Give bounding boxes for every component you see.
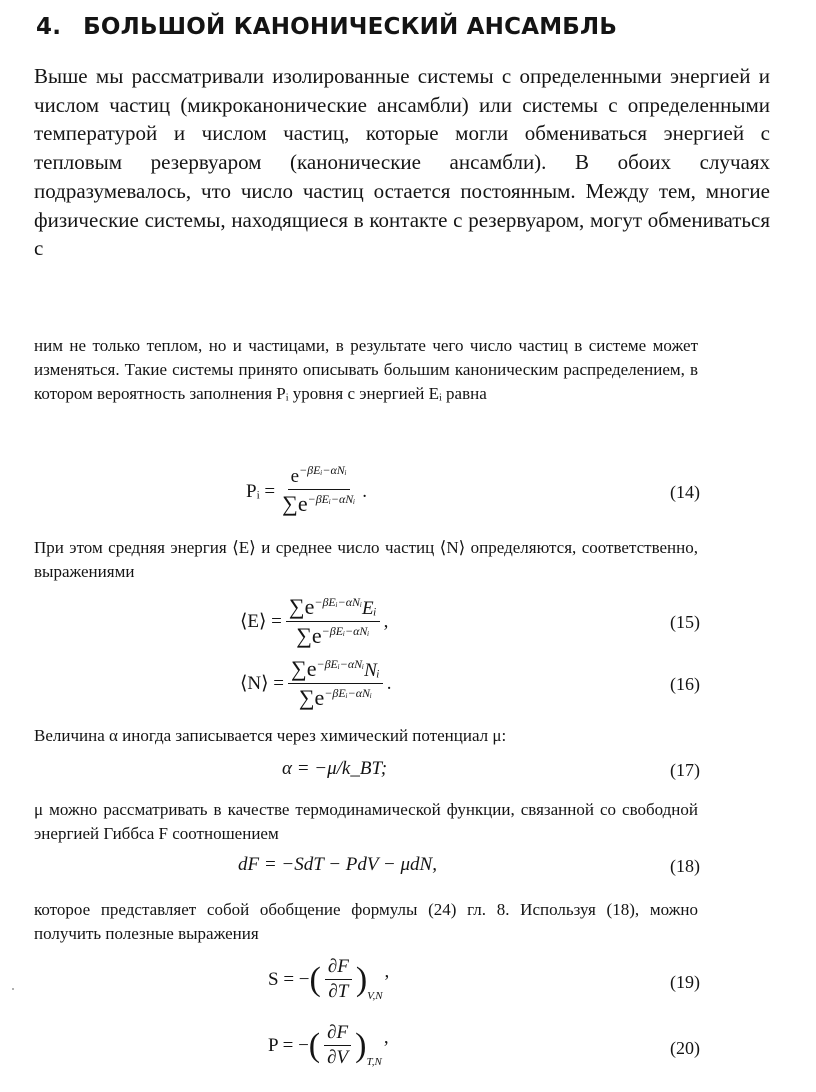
eq18-label: (18) [670,856,700,876]
eq15-numerator-tail: Eᵢ [361,598,377,619]
paragraph-alpha: Величина α иногда записывается через химический потенциал μ: [34,726,507,745]
eq15-tail: , [383,610,389,632]
eq20-tail: , [383,1026,389,1048]
equation-17 [0,758,700,788]
equation-20: P = − ( $\frac{\partial F}{\partial V}$ ) T,N , (20) [268,1022,700,1068]
eq20-lhs: P = − [268,1034,309,1056]
eq15-denominator: ∑e [296,623,322,648]
paragraph-grand-canonical: ним не только теплом, но и частицами, в результате чего число частиц в системе может изменяться. Такие системы принято описывать большим каноническим распределением, в котором вероятность заполнения Pᵢ уровня с энергией Eᵢ равна [34,336,698,403]
eq20-label: (20) [670,1038,700,1058]
eq17-expression: α = −μ/k_BT; [282,758,388,779]
eq15-numerator-exponent: −βEᵢ−αNᵢ [314,595,362,609]
eq20-denominator: ∂V [327,1047,349,1068]
eq14-numerator-exponent: −βEᵢ−αNᵢ [299,463,347,477]
paragraph-averages: При этом средняя энергия ⟨E⟩ и среднее число частиц ⟨N⟩ определяются, соответственно, выражениями [34,538,698,581]
eq15-numerator: ∑e [288,594,315,619]
eq16-tail: . [386,672,392,694]
eq15-lhs: ⟨E⟩ = [240,611,282,632]
eq14-label: (14) [670,482,700,502]
paragraph-mu: μ можно рассматривать в качестве термодинамической функции, связанной со свободной энергией Гиббса F соотношением [34,800,698,843]
eq14-numerator: e [290,466,300,487]
equation-16 [0,656,700,716]
paragraph-intro: Выше мы рассматривали изолированные системы с определенными энергией и числом частиц (микроканонические ансамбли) или системы с определенными температурой и числом частиц, которые могли обмениваться энергией с тепловым резервуаром (канонические ансамбли). В обоих случаях подразумевалось, что число частиц остается постоянным. Между тем, многие физические системы, находящиеся в контакте с резервуаром, могут обмениваться с [34,64,770,261]
equation-15 [0,594,700,654]
eq15-denominator-exponent: −βEᵢ−αNᵢ [321,624,370,638]
eq19-tail: , [384,960,390,982]
eq16-label: (16) [670,674,700,694]
paragraph-generalization: которое представляет собой обобщение формулы (24) гл. 8. Используя (18), можно получить полезные выражения [34,900,698,943]
eq16-denominator-exponent: −βEᵢ−αNᵢ [324,686,372,700]
section-title: БОЛЬШОЙ КАНОНИЧЕСКИЙ АНСАМБЛЬ [83,14,618,40]
eq14-lhs: Pᵢ = [246,480,276,502]
eq16-numerator-exponent: −βEᵢ−αNᵢ [316,657,365,671]
eq14-denominator: ∑e [282,491,308,516]
section-number: 4. [36,14,62,40]
eq19-denominator: ∂T [328,981,349,1002]
eq16-numerator: ∑e [291,656,317,681]
eq20-subscript: T,N [366,1055,382,1068]
equation-14 [0,462,700,522]
equation-19: S = − ( $\frac{\partial F}{\partial T}$ ) V,N , (19) [268,956,700,1002]
eq19-numerator: ∂F [325,956,352,980]
eq16-numerator-tail: Nᵢ [364,660,380,681]
eq14-tail: . [362,480,367,502]
scan-speck [12,988,14,990]
eq19-lhs: S = − [268,968,310,990]
section-heading [36,14,617,40]
eq18-expression: dF = −SdT − PdV − μdN, [238,854,437,875]
eq16-lhs: ⟨N⟩ = [240,673,285,694]
eq14-denominator-exponent: −βEᵢ−αNᵢ [307,492,356,506]
eq19-label: (19) [670,972,700,992]
eq15-label: (15) [670,612,700,632]
eq19-subscript: V,N [367,989,383,1002]
eq20-numerator: ∂F [324,1022,351,1046]
eq16-denominator: ∑e [298,685,325,710]
equation-18 [0,854,700,884]
eq17-label: (17) [670,760,700,780]
